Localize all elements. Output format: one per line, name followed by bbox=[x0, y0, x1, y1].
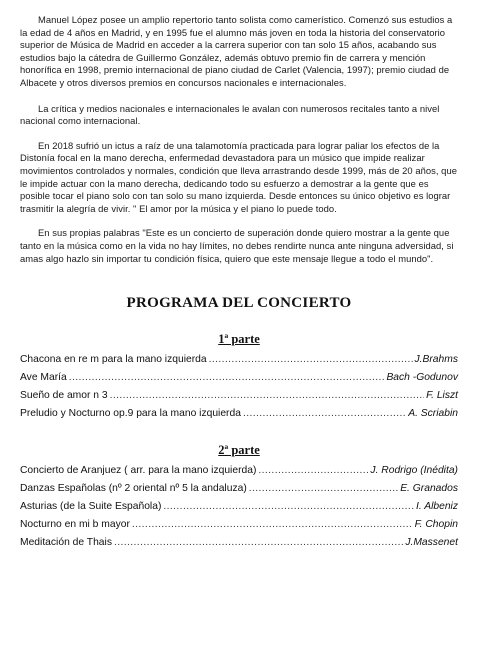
piece-title: Danzas Españolas (nº 2 oriental nº 5 la andaluza) bbox=[20, 483, 247, 495]
piece-composer: F. Liszt bbox=[426, 390, 458, 402]
dot-leader bbox=[209, 351, 413, 369]
piece-title: Nocturno en mi b mayor bbox=[20, 519, 130, 531]
piece-title: Sueño de amor n 3 bbox=[20, 390, 108, 402]
part-title: 2ª parte bbox=[218, 443, 260, 458]
program-item bbox=[20, 534, 458, 552]
program-title: PROGRAMA DEL CONCIERTO bbox=[126, 295, 352, 312]
piece-title: Chacona en re m para la mano izquierda bbox=[20, 354, 207, 366]
program-item bbox=[20, 480, 458, 498]
dot-leader bbox=[243, 405, 406, 423]
piece-composer: A. Scriabin bbox=[408, 408, 458, 420]
piece-composer: J.Brahms bbox=[414, 354, 458, 366]
dot-leader bbox=[114, 534, 403, 552]
program-item bbox=[20, 462, 458, 480]
dot-leader bbox=[163, 498, 414, 516]
dot-leader bbox=[249, 480, 398, 498]
piece-title: Meditación de Thais bbox=[20, 537, 112, 549]
bio-paragraph: La crítica y medios nacionales e internacionales le avalan con numerosos recitales tanto a nivel nacional como internacional. bbox=[20, 102, 440, 127]
dot-leader bbox=[132, 516, 413, 534]
piece-title: Asturias (de la Suite Española) bbox=[20, 501, 162, 513]
piece-composer: I. Albeniz bbox=[416, 501, 458, 513]
dot-leader bbox=[258, 462, 368, 480]
biography-section bbox=[20, 14, 458, 265]
dot-leader bbox=[110, 387, 425, 405]
program-item bbox=[20, 387, 458, 405]
piece-composer: J.Massenet bbox=[405, 537, 458, 549]
program-item bbox=[20, 498, 458, 516]
bio-paragraph: En sus propias palabras "Este es un concierto de superación donde quiero mostrar a la gente que tanto en la música como en la vida no hay límites, no debes rendirte nunca ante ninguna adversidad, si amas algo hazlo sin importar tu condición física, quiero que este mensaje llegue a todo el mundo". bbox=[20, 227, 454, 264]
piece-composer: J. Rodrigo (Inédita) bbox=[370, 465, 458, 477]
piece-title: Ave María bbox=[20, 372, 67, 384]
piece-composer: E. Granados bbox=[400, 483, 458, 495]
part-title: 1ª parte bbox=[218, 332, 260, 347]
part-two-pieces bbox=[20, 462, 458, 552]
program-item bbox=[20, 369, 458, 387]
program-item bbox=[20, 405, 458, 423]
program-item bbox=[20, 351, 458, 369]
piece-composer: F. Chopin bbox=[414, 519, 458, 531]
bio-paragraph: En 2018 sufrió un ictus a raíz de una talamotomía practicada para lograr paliar los efectos de la Distonía focal en la mano derecha, enfermedad devastadora para un músico que impide realizar movimientos controlados y normales, condición que lleva arrastrando desde 1999, más de 20 años, que le impide actuar con la mano derecha, dedicando todo su esfuerzo a demostrar a la gente que es posible tocar el piano solo con tan solo su mano izquierda. Desde entonces su único objetivo es lograr trasmitir la alegría de vivir. " El amor por la música y el piano lo puede todo. bbox=[20, 139, 457, 214]
piece-composer: Bach -Godunov bbox=[386, 372, 458, 384]
bio-paragraph: Manuel López posee un amplio repertorio tanto solista como camerístico. Comenzó sus estudios a la edad de 4 años en Madrid, y en 1995 fue el alumno más joven en toda la historia del conservatorio superior de Música de Madrid en acceder a la carrera superior con tan solo 15 años, acabando sus estudios bajo la cátedra de Guillermo González, además obtuvo premio fin de carrera y mención honorífica en 1998, premio internacional de piano ciudad de Carlet (Valencia, 1997); premio ciudad de Albacete y otros diversos premios en concursos nacionales e internacionales. bbox=[20, 14, 453, 88]
piece-title: Preludio y Nocturno op.9 para la mano izquierda bbox=[20, 408, 241, 420]
part-one-pieces bbox=[20, 351, 458, 423]
program-item bbox=[20, 516, 458, 534]
dot-leader bbox=[69, 369, 385, 387]
piece-title: Concierto de Aranjuez ( arr. para la mano izquierda) bbox=[20, 465, 257, 477]
